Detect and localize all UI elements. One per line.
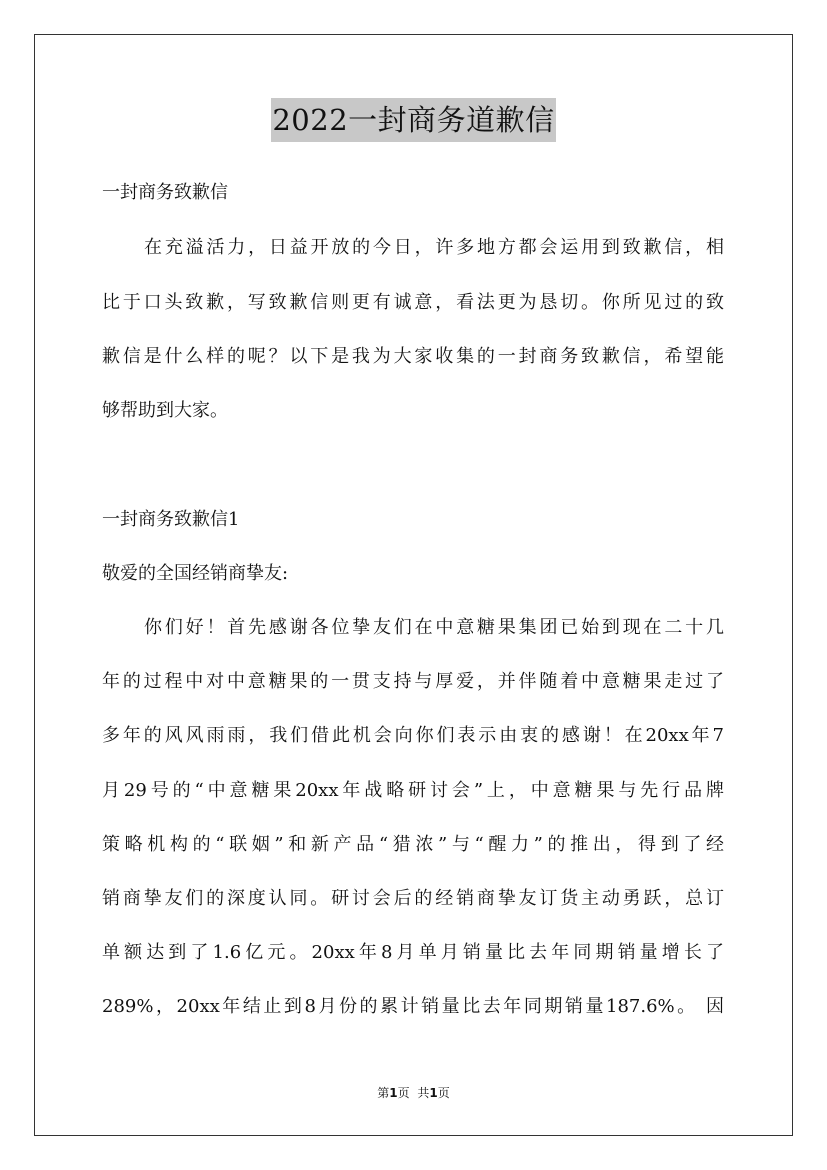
page-suffix: 页 (397, 1086, 410, 1100)
intro-line: 歉信是什么样的呢？以下是我为大家收集的一封商务致歉信，希望能 (102, 346, 724, 367)
page-footer (0, 1084, 827, 1101)
page-number: 1 (389, 1086, 398, 1100)
intro-line: 在充溢活力，日益开放的今日，许多地方都会运用到致歉信，相 (144, 237, 724, 258)
salutation: 敬爱的全国经销商挚友: (102, 563, 289, 584)
body-line: 你们好！首先感谢各位挚友们在中意糖果集团已始到现在二十几 (144, 617, 724, 638)
intro-line: 比于口头致歉，写致歉信则更有诚意，看法更为恳切。你所见过的致 (102, 292, 724, 313)
title-container (0, 98, 827, 142)
letter-heading: 一封商务致歉信1 (102, 509, 240, 530)
body-line: 单额达到了1.6亿元。20xx年8月单月销量比去年同期销量增长了 (102, 942, 724, 963)
total-prefix: 共 (417, 1086, 430, 1100)
document-title: 2022一封商务道歉信 (271, 98, 555, 142)
body-line: 多年的风风雨雨，我们借此机会向你们表示由衷的感谢！在20xx年7 (102, 725, 725, 746)
body-line: 年的过程中对中意糖果的一贯支持与厚爱，并伴随着中意糖果走过了 (102, 671, 724, 692)
body-line: 月29号的“中意糖果20xx年战略研讨会”上，中意糖果与先行品牌 (102, 780, 724, 801)
total-suffix: 页 (437, 1086, 450, 1100)
intro-heading: 一封商务致歉信 (102, 182, 228, 203)
page-prefix: 第 (377, 1086, 390, 1100)
total-pages: 1 (429, 1086, 438, 1100)
intro-line: 够帮助到大家。 (102, 400, 228, 421)
body-line: 策略机构的“联姻”和新产品“猎浓”与“醒力”的推出，得到了经 (102, 834, 724, 855)
body-line: 289%，20xx年结止到8月份的累计销量比去年同期销量187.6%。 因 (102, 996, 724, 1017)
body-line: 销商挚友们的深度认同。研讨会后的经销商挚友订货主动勇跃，总订 (102, 888, 724, 909)
